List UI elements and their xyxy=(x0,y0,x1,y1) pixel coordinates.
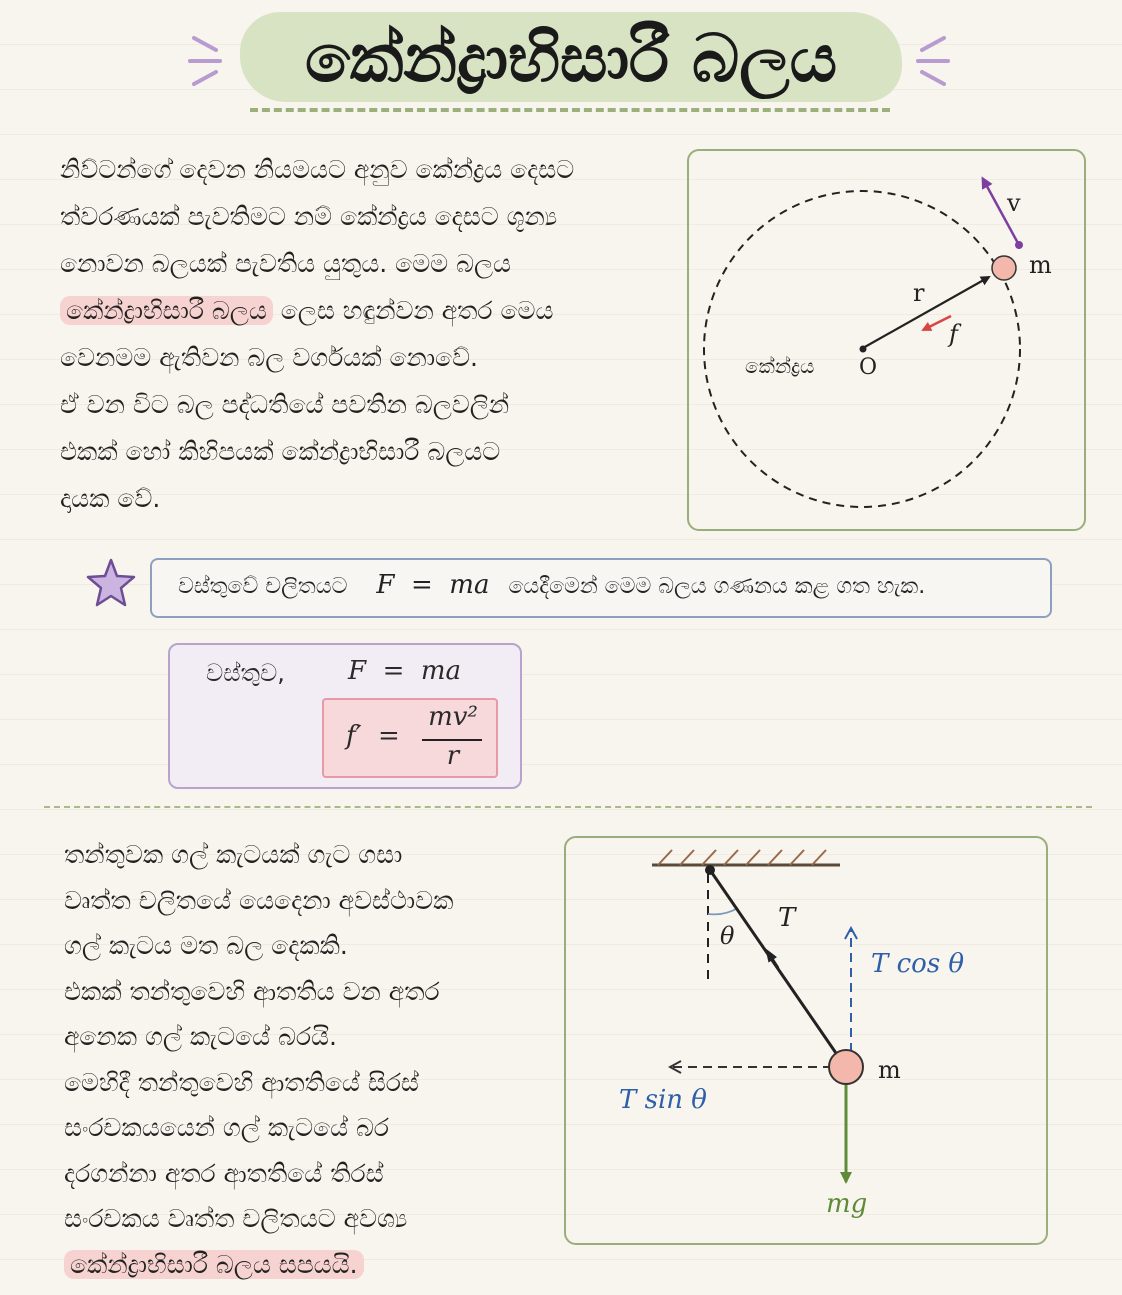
intro-line-highlighted xyxy=(60,287,574,334)
radius-line xyxy=(863,277,989,348)
page-title: කේන්ද්‍රාභිසාරී බලය xyxy=(304,20,838,97)
pendulum-line: ගල් කැටය මත බල දෙකකි. xyxy=(64,931,348,960)
centre-label: කේන්ද්‍රය xyxy=(745,354,815,378)
pendulum-line: අනෙක ගල් කැටයේ බරයි. xyxy=(64,1022,337,1051)
right-burst-icon xyxy=(908,30,952,92)
pendulum-line: එකක් තන්තුවෙහි ආතතිය වන අතර xyxy=(64,976,440,1006)
pendulum-paragraph xyxy=(64,832,453,1287)
highlight-conclusion: කේන්ද්‍රාභිසාරී බලය සපයයි. xyxy=(64,1250,364,1279)
mass-label: m xyxy=(1029,251,1052,279)
intro-paragraph xyxy=(60,146,574,522)
intro-line: නොවන බලයක් පැවතිය යුතුය. මෙම බලය xyxy=(60,249,512,278)
horizontal-component-label: T sin θ xyxy=(619,1085,707,1115)
pendulum-line: සංරචකය වෘත්ත චලිතයට අවශ්‍ය xyxy=(64,1204,408,1233)
angle-label: θ xyxy=(720,922,735,950)
left-burst-icon xyxy=(186,30,230,92)
note-text xyxy=(178,570,925,600)
intro-line: ලෙස හඳුන්වන අතර මෙය xyxy=(280,296,554,325)
formula-equation-1: F = ma xyxy=(348,656,462,686)
mass-ball xyxy=(992,256,1016,280)
intro-line: එකක් හෝ කිහිපයක් කේන්ද්‍රාභිසාරී බලයට xyxy=(60,437,501,466)
pendulum-line: මෙහිදී තන්තුවෙහි ආතතියේ සිරස් xyxy=(64,1067,419,1097)
note-suffix: යෙදීමෙන් මෙම බලය ගණනය කළ ගත හැක. xyxy=(508,574,926,599)
note-prefix: වස්තුවේ චලිතයට xyxy=(178,574,348,599)
highlight-term: කේන්ද්‍රාභිසාරී බලය xyxy=(60,296,273,325)
stone-ball xyxy=(829,1050,863,1084)
pendulum-diagram xyxy=(564,836,1048,1245)
pendulum-line: සංරචකයයෙන් ගල් කැටයේ බර xyxy=(64,1113,389,1142)
pendulum-line-highlighted xyxy=(64,1242,453,1288)
intro-line: දායක වේ. xyxy=(60,484,161,513)
radius-label: r xyxy=(913,279,925,307)
centre-point xyxy=(860,346,867,353)
star-icon xyxy=(84,556,138,610)
title-underline xyxy=(250,108,890,112)
pendulum-line: වෘත්ත චලිතයේ යෙදෙනා අවස්ථාවක xyxy=(64,885,454,915)
angle-arc xyxy=(708,908,738,914)
formula-label: වස්තුව, xyxy=(206,659,285,687)
origin-label: O xyxy=(859,355,878,380)
circular-motion-diagram xyxy=(687,149,1086,531)
pendulum-line: තන්තුවක ගල් කැටයක් ගැට ගසා xyxy=(64,840,403,869)
intro-line: නිව්ටන්ගේ දෙවන නියමයට අනුව කේන්ද්‍රය දෙසට xyxy=(60,155,575,184)
formula-numerator: mv² xyxy=(428,702,478,732)
mass-label: m xyxy=(878,1056,901,1084)
pendulum-line: දරගන්නා අතර ආතතියේ තිරස් xyxy=(64,1158,384,1188)
formula-lhs: f′ = xyxy=(346,721,400,751)
vertical-component-label: T cos θ xyxy=(871,949,965,979)
intro-line: ත්වරණයක් පැවතිමට නම් කේන්ද්‍රය දෙසට ශූන්‍ය xyxy=(60,202,558,231)
intro-line: ඒ වන විට බල පද්ධතියේ පවතින බලවලින් xyxy=(60,390,510,419)
formula-denominator: r xyxy=(446,741,460,771)
tension-label: T xyxy=(778,903,796,933)
velocity-tail-dot xyxy=(1015,241,1023,249)
velocity-label: v xyxy=(1007,189,1021,217)
tension-arrow xyxy=(769,954,778,968)
force-arrow xyxy=(923,316,951,330)
intro-line: වෙනමම ඇතිවන බල වර්ගයක් නොවේ. xyxy=(60,343,478,372)
weight-label: mg xyxy=(826,1189,868,1219)
ceiling-hatching xyxy=(658,850,826,865)
section-separator xyxy=(44,806,1092,808)
note-formula: F = ma xyxy=(376,570,490,600)
force-label: f xyxy=(949,320,958,348)
